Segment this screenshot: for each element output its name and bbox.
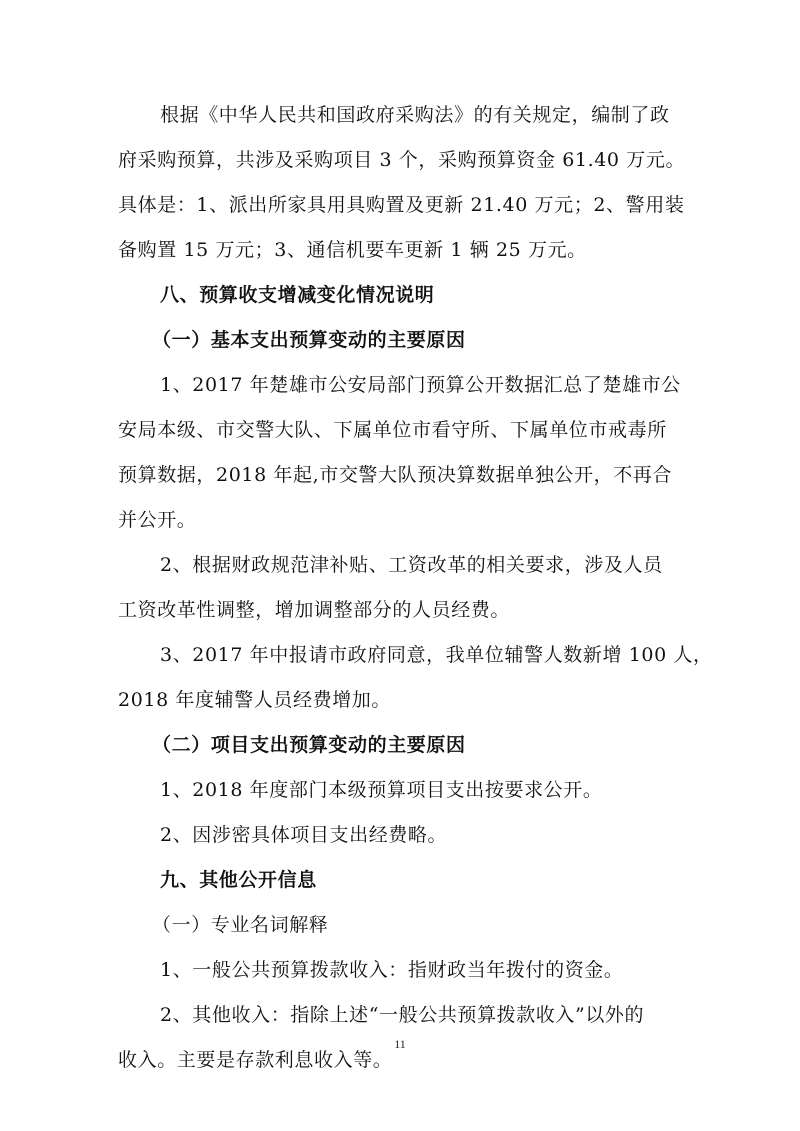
paragraph-line: 府采购预算，共涉及采购项目 3 个，采购预算资金 61.40 万元。 [118,149,686,171]
section-heading: 九、其他公开信息 [160,869,317,891]
page-number: 11 [394,1037,406,1051]
paragraph-line: 2018 年度辅警人员经费增加。 [118,689,391,711]
paragraph-line: 预算数据，2018 年起,市交警大队预决算数据单独公开，不再合 [118,464,673,486]
paragraph-line: 具体是：1、派出所家具用具购置及更新 21.40 万元；2、警用装 [118,194,685,216]
subsection-heading: （二）项目支出预算变动的主要原因 [152,734,466,756]
paragraph-line: 2、根据财政规范津补贴、工资改革的相关要求，涉及人员 [160,554,663,576]
paragraph-line: 1、2018 年度部门本级预算项目支出按要求公开。 [160,779,603,801]
subsection-heading: （一）基本支出预算变动的主要原因 [152,329,466,351]
section-heading: 八、预算收支增减变化情况说明 [160,284,435,306]
subsection-heading: （一）专业名词解释 [152,914,329,936]
paragraph-line: 1、2017 年楚雄市公安局部门预算公开数据汇总了楚雄市公 [160,374,681,396]
paragraph-line: 并公开。 [118,509,197,531]
paragraph-line: 3、2017 年中报请市政府同意，我单位辅警人数新增 100 人， [160,644,713,666]
paragraph-line: 2、因涉密具体项目支出经费略。 [160,824,448,846]
paragraph-line: 收入。主要是存款利息收入等。 [118,1049,393,1071]
paragraph-line: 备购置 15 万元；3、通信机要车更新 1 辆 25 万元。 [118,239,587,261]
paragraph-line: 安局本级、市交警大队、下属单位市看守所、下属单位市戒毒所 [118,419,667,441]
paragraph-line: 1、一般公共预算拨款收入：指财政当年拨付的资金。 [160,959,624,981]
paragraph-line: 工资改革性调整，增加调整部分的人员经费。 [118,599,511,621]
paragraph-line: 根据《中华人民共和国政府采购法》的有关规定，编制了政 [160,104,670,126]
paragraph-line: 2、其他收入：指除上述“一般公共预算拨款收入”以外的 [160,1004,645,1026]
